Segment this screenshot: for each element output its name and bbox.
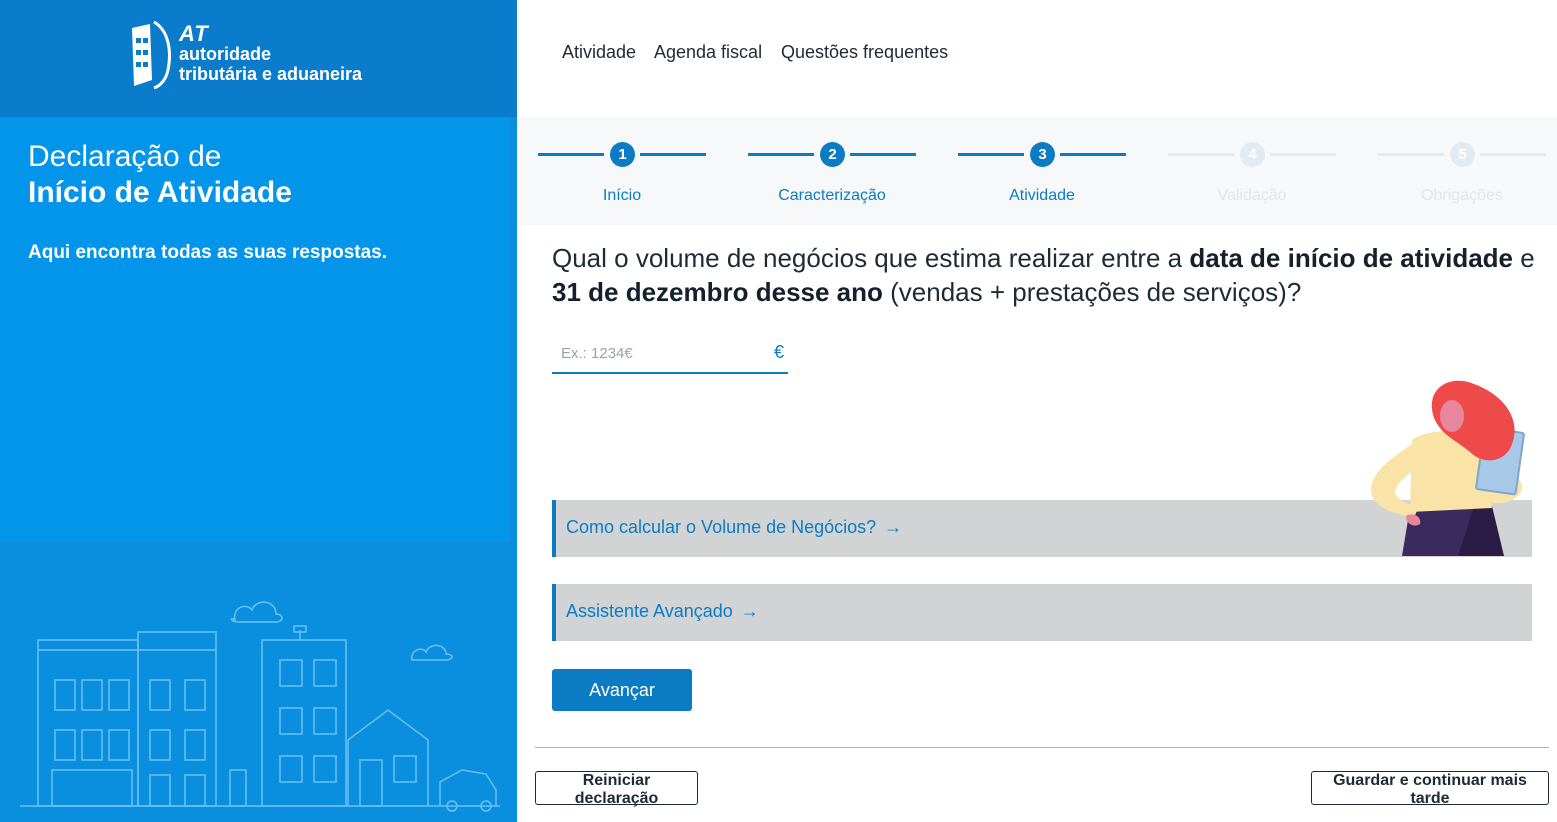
question-emphasis: data de início de atividade (1189, 243, 1514, 273)
divider (535, 747, 1549, 748)
guardar-continuar-button[interactable]: Guardar e continuar mais tarde (1311, 771, 1549, 805)
step-obrigacoes (1357, 117, 1557, 225)
step-line (850, 153, 916, 156)
volume-negocios-input[interactable] (552, 334, 762, 372)
accordion-label (566, 517, 902, 538)
left-panel (0, 0, 517, 822)
step-line (1378, 153, 1444, 156)
step-line (1270, 153, 1336, 156)
step-label: Caracterização (778, 187, 886, 204)
logo-line1: autoridade (179, 44, 272, 64)
nav-agenda-fiscal[interactable]: Agenda fiscal (654, 42, 763, 62)
currency-symbol: € (773, 342, 784, 362)
nav-questoes-frequentes[interactable]: Questões frequentes (781, 42, 949, 62)
step-number: 2 (820, 142, 845, 167)
question-part: (vendas + prestações de serviços)? (882, 277, 1302, 307)
step-validacao (1147, 117, 1357, 225)
accordion-label (566, 601, 759, 622)
step-inicio[interactable] (517, 117, 727, 225)
volume-negocios-field (552, 334, 788, 374)
step-line (1060, 153, 1126, 156)
accordion-label-text: Assistente Avançado (566, 601, 733, 621)
avancar-button[interactable]: Avançar (552, 669, 692, 711)
page-title-line1: Declaração de (28, 140, 222, 173)
step-line (538, 153, 604, 156)
progress-stepper (517, 117, 1557, 225)
question-text (552, 241, 1542, 309)
page-subtitle: Aqui encontra todas as suas respostas. (28, 242, 388, 263)
accordion-assistente-avancado[interactable] (552, 584, 1532, 641)
step-caracterizacao[interactable] (727, 117, 937, 225)
city-illustration (0, 560, 517, 822)
question-part: e (1513, 243, 1535, 273)
arrow-right-icon: → (884, 517, 903, 537)
step-number: 4 (1240, 142, 1265, 167)
step-line (1168, 153, 1234, 156)
logo-text (179, 21, 363, 84)
step-label: Início (602, 187, 642, 204)
at-emblem-icon (124, 20, 174, 90)
logo-line2: tributária e aduaneira (179, 64, 363, 84)
at-logo[interactable] (124, 20, 394, 90)
step-line (958, 153, 1024, 156)
reiniciar-declaracao-button[interactable]: Reiniciar declaração (535, 771, 698, 805)
step-label: Obrigações (1421, 187, 1503, 204)
step-number: 1 (610, 142, 635, 167)
logo-abbr: AT (179, 21, 209, 46)
step-line (640, 153, 706, 156)
step-line (1480, 153, 1546, 156)
step-label: Validação (1217, 187, 1287, 204)
step-atividade[interactable] (937, 117, 1147, 225)
logo-bar (0, 0, 517, 117)
top-navigation (517, 0, 1557, 117)
accordion-label-text: Como calcular o Volume de Negócios? (566, 517, 877, 537)
step-label: Atividade (1009, 187, 1075, 204)
question-emphasis: 31 de dezembro desse ano (552, 277, 883, 307)
woman-illustration (1362, 378, 1532, 558)
nav-atividade[interactable]: Atividade (562, 42, 637, 62)
step-line (748, 153, 814, 156)
question-part: Qual o volume de negócios que estima realizar entre a (552, 243, 1190, 273)
page-title-line2: Início de Atividade (28, 176, 292, 209)
step-number: 5 (1450, 142, 1475, 167)
arrow-right-icon: → (740, 601, 759, 621)
step-number: 3 (1030, 142, 1055, 167)
